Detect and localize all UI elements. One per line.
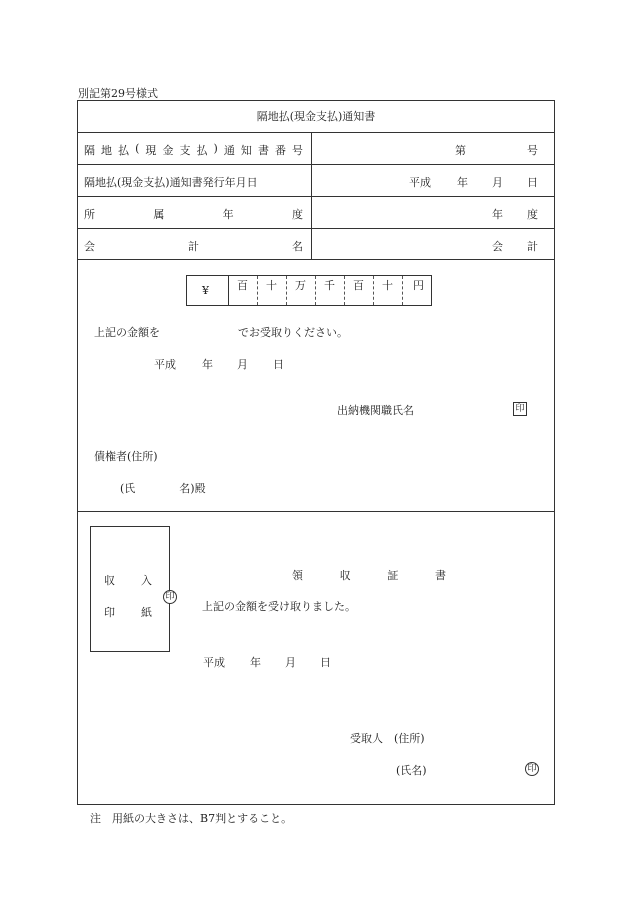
column-separator (311, 132, 312, 259)
amount-digit-divider (402, 276, 403, 305)
amount-digit-divider (257, 276, 258, 305)
notice-text-suffix: でお受取りください。 (238, 326, 348, 339)
stamp-box-seal: 印 (163, 590, 177, 604)
row-fiscal-label: 所 属 年 度 (84, 208, 303, 221)
unit-juu: 十 (382, 279, 393, 292)
row-date-label: 隔地払(現金支払)通知書発行年月日 (84, 176, 258, 189)
footnote: 注 用紙の大きさは、B7判とすること。 (90, 812, 293, 825)
form-title: 隔地払(現金支払)通知書 (256, 110, 376, 123)
unit-sen: 千 (324, 279, 335, 292)
revenue-stamp-box (90, 526, 170, 652)
unit-en: 円 (413, 279, 424, 292)
receiver-address: 受取人 (住所) (350, 732, 425, 745)
receipt-year: 年 (250, 656, 261, 669)
amount-separator (228, 275, 229, 306)
rule (77, 259, 555, 260)
notice-text-prefix: 上記の金額を (94, 326, 160, 339)
amount-digit-divider (373, 276, 374, 305)
rule (77, 511, 555, 512)
date-month: 月 (492, 176, 503, 189)
notice-day: 日 (273, 358, 284, 371)
unit-hyaku-man: 百 (237, 279, 248, 292)
officer-label: 出納機関職氏名 (337, 404, 414, 417)
rule (77, 228, 555, 229)
unit-man: 万 (295, 279, 306, 292)
amount-digit-divider (315, 276, 316, 305)
unit-hyaku: 百 (353, 279, 364, 292)
receiver-name: (氏名) (396, 764, 427, 777)
date-year: 年 (457, 176, 468, 189)
officer-seal: 印 (513, 402, 527, 416)
stamp-line2: 印 紙 (104, 606, 152, 619)
amount-digit-divider (344, 276, 345, 305)
rule (77, 132, 555, 133)
row-account-label: 会 計 名 (84, 240, 303, 253)
form-number: 別記第29号様式 (78, 87, 158, 100)
receipt-heisei: 平成 (203, 656, 225, 669)
creditor-address: 債権者(住所) (94, 450, 158, 463)
receipt-day: 日 (320, 656, 331, 669)
account-suffix: 会 計 (492, 240, 538, 253)
receipt-month: 月 (285, 656, 296, 669)
date-day: 日 (527, 176, 538, 189)
date-heisei: 平成 (409, 176, 431, 189)
stamp-line1: 収 入 (104, 574, 152, 587)
fiscal-suffix: 年 度 (492, 208, 538, 221)
notice-month: 月 (237, 358, 248, 371)
receipt-text: 上記の金額を受け取りました。 (202, 600, 356, 613)
receipt-title: 領 収 証 書 (292, 569, 446, 582)
receiver-seal: 印 (525, 762, 539, 776)
rule (77, 164, 555, 165)
amount-box (186, 275, 432, 306)
amount-digit-divider (286, 276, 287, 305)
creditor-name: (氏 名)殿 (120, 482, 206, 495)
unit-juu-man: 十 (266, 279, 277, 292)
rule (77, 196, 555, 197)
number-dai: 第 (455, 144, 466, 157)
number-go: 号 (527, 144, 538, 157)
notice-year: 年 (202, 358, 213, 371)
row-number-label: 隔 地 払 ( 現 金 支 払 ) 通 知 書 番 号 (84, 142, 303, 157)
yen-sign: ¥ (202, 284, 209, 297)
notice-heisei: 平成 (154, 358, 176, 371)
